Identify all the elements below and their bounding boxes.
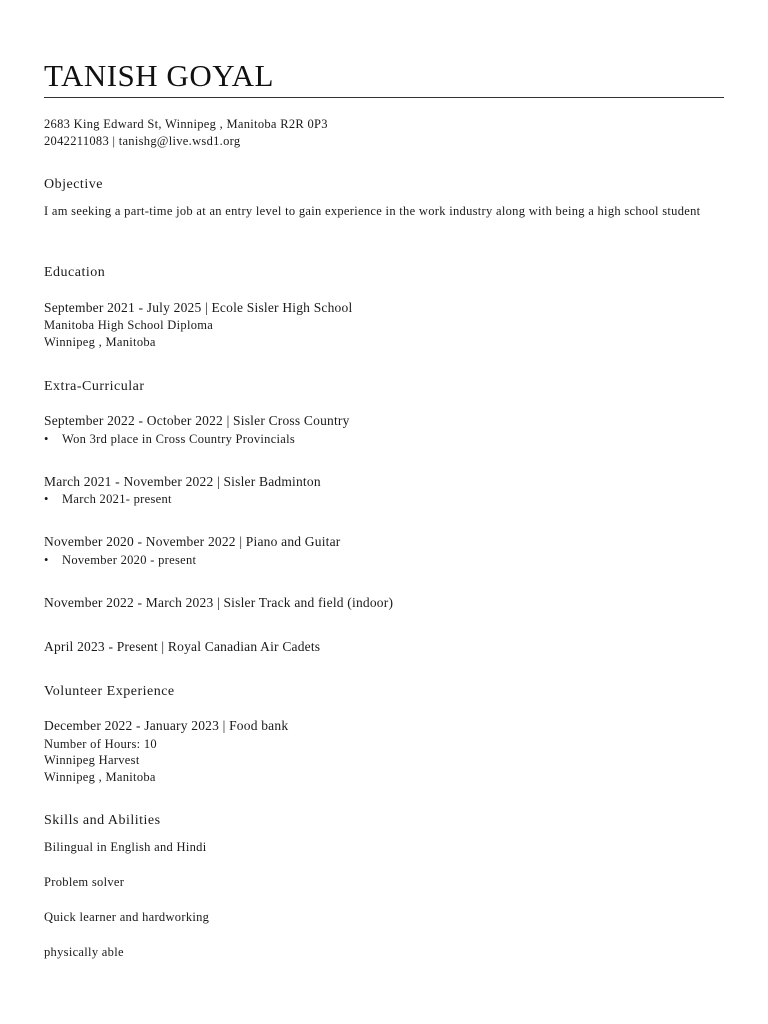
activity-title: November 2020 - November 2022 | Piano and Guitar (44, 534, 341, 549)
activity-bullet (44, 432, 295, 447)
education-heading: Education (44, 265, 106, 280)
education-diploma: Manitoba High School Diploma (44, 318, 214, 332)
volunteer-location: Winnipeg , Manitoba (44, 770, 156, 784)
address-line: 2683 King Edward St, Winnipeg , Manitoba R2R 0P3 (44, 117, 328, 131)
activity-title: April 2023 - Present | Royal Canadian Air Cadets (44, 639, 321, 654)
education-entry: September 2021 - July 2025 | Ecole Sisler High School (44, 300, 353, 315)
bullet-icon: • (44, 492, 49, 506)
skill-item: Problem solver (44, 875, 125, 889)
candidate-name: TANISH GOYAL (44, 58, 274, 93)
skill-item: Bilingual in English and Hindi (44, 840, 207, 854)
activity-bullet-text: Won 3rd place in Cross Country Provincials (62, 432, 296, 446)
objective-heading: Objective (44, 177, 103, 192)
contact-line: 2042211083 | tanishg@live.wsd1.org (44, 134, 241, 148)
activity-bullet-text: March 2021- present (62, 492, 172, 506)
bullet-icon: • (44, 553, 49, 567)
extracurricular-heading: Extra-Curricular (44, 379, 145, 394)
bullet-icon: • (44, 432, 49, 446)
volunteer-heading: Volunteer Experience (44, 684, 175, 699)
activity-title: March 2021 - November 2022 | Sisler Badminton (44, 474, 321, 489)
skill-item: physically able (44, 945, 124, 959)
objective-text: I am seeking a part-time job at an entry level to gain experience in the work industry along with being a high school student (44, 204, 701, 218)
activity-bullet (44, 553, 196, 568)
volunteer-org: Winnipeg Harvest (44, 753, 140, 767)
activity-title: November 2022 - March 2023 | Sisler Track and field (indoor) (44, 595, 394, 610)
volunteer-hours: Number of Hours: 10 (44, 737, 157, 751)
education-location: Winnipeg , Manitoba (44, 335, 156, 349)
skills-heading: Skills and Abilities (44, 813, 161, 828)
activity-bullet (44, 492, 172, 507)
volunteer-entry: December 2022 - January 2023 | Food bank (44, 718, 289, 733)
activity-bullet-text: November 2020 - present (62, 553, 197, 567)
activity-title: September 2022 - October 2022 | Sisler Cross Country (44, 413, 350, 428)
skill-item: Quick learner and hardworking (44, 910, 210, 924)
header-divider (44, 97, 724, 98)
